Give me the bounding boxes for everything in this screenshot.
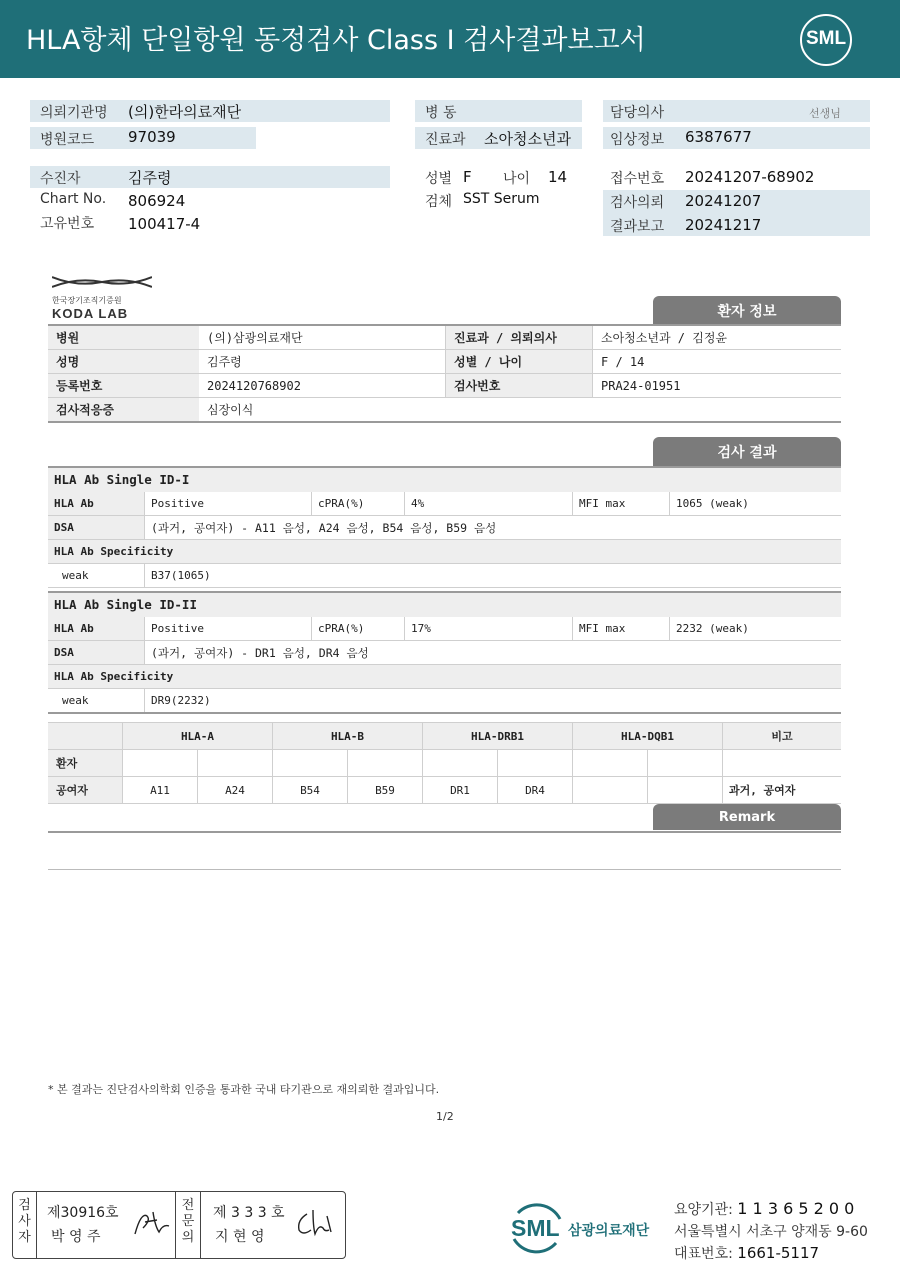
- class2-ab-value: Positive: [145, 617, 312, 641]
- sml-footer-logo-text: SML: [511, 1215, 560, 1241]
- cell-sexage-label: 성별 / 나이: [446, 350, 593, 374]
- report-label: 결과보고: [610, 219, 665, 235]
- institution-label: 의뢰기관명: [40, 105, 108, 121]
- typing-donor-dqb1-2: [648, 777, 723, 804]
- unique-label: 고유번호: [40, 216, 95, 232]
- koda-emblem-icon: [52, 273, 152, 291]
- typing-header-note: 비고: [723, 723, 842, 750]
- sex-label: 성별: [425, 171, 453, 187]
- class2-mfi-value: 2232 (weak): [670, 617, 842, 641]
- dept-label: 진료과: [425, 132, 466, 148]
- clinical-value: 6387677: [685, 128, 752, 146]
- doctor-suffix: 선생님: [809, 107, 841, 120]
- code-label: 요양기관:: [674, 1202, 733, 1218]
- typing-donor-note: 과거, 공여자: [723, 777, 842, 804]
- age-value: 14: [548, 168, 568, 186]
- class2-mfi-label: MFI max: [573, 617, 670, 641]
- class1-section: [48, 466, 841, 588]
- request-label: 검사의뢰: [610, 195, 665, 211]
- cell-hospital-label: 병원: [48, 326, 199, 350]
- specialist-signature-icon: [293, 1206, 337, 1240]
- patient-value: 김주령: [128, 169, 172, 187]
- typing-donor-a2: A24: [198, 777, 273, 804]
- class1-ab-value: Positive: [145, 492, 312, 516]
- cell-dept-label: 진료과 / 의뢰의사: [446, 326, 593, 350]
- cell-indication-label: 검사적응증: [48, 398, 199, 423]
- tab-remark: Remark: [653, 804, 841, 830]
- typing-donor-label: 공여자: [48, 777, 123, 804]
- report-title: HLA항체 단일항원 동정검사 Class I 검사결과보고서: [26, 25, 646, 56]
- class1-cpra-label: cPRA(%): [312, 492, 405, 516]
- cell-reg-label: 등록번호: [48, 374, 199, 398]
- cell-name-value: 김주령: [199, 350, 446, 374]
- class2-ab-label: HLA Ab: [48, 617, 145, 641]
- typing-patient-label: 환자: [48, 750, 123, 777]
- class2-weak-label: weak: [48, 689, 145, 714]
- class1-dsa-label: DSA: [48, 516, 145, 540]
- tab-test-result: 검사 결과: [653, 437, 841, 467]
- class1-title: HLA Ab Single ID-I: [48, 466, 841, 492]
- hla-typing-table: [48, 722, 841, 804]
- org-address: 서울특별시 서초구 양재동 9-60: [674, 1224, 868, 1240]
- class2-dsa-value: (과거, 공여자) - DR1 음성, DR4 음성: [145, 641, 842, 665]
- specialist-label: 전문의: [175, 1192, 201, 1258]
- cell-dept-value: 소아청소년과 / 김정윤: [593, 326, 842, 350]
- typing-header-drb1: HLA-DRB1: [423, 723, 573, 750]
- specimen-value: SST Serum: [463, 191, 540, 207]
- clinical-label: 임상정보: [610, 132, 665, 148]
- cell-testno-label: 검사번호: [446, 374, 593, 398]
- class1-mfi-value: 1065 (weak): [670, 492, 842, 516]
- typing-header-dqb1: HLA-DQB1: [573, 723, 723, 750]
- doctor-label: 담당의사: [610, 105, 665, 121]
- phone-row: [674, 1243, 819, 1263]
- koda-org-en: KODA LAB: [52, 306, 129, 321]
- class1-weak-value: B37(1065): [145, 564, 842, 588]
- receipt-label: 접수번호: [610, 171, 665, 187]
- tester-signature-icon: [131, 1206, 173, 1240]
- ward-label: 병 동: [425, 105, 457, 121]
- page-number: 1/2: [436, 1110, 454, 1123]
- class1-ab-label: HLA Ab: [48, 492, 145, 516]
- institution-value: (의)한라의료재단: [128, 103, 242, 121]
- unique-value: 100417-4: [128, 215, 201, 233]
- class2-dsa-label: DSA: [48, 641, 145, 665]
- cell-name-label: 성명: [48, 350, 199, 374]
- tester-label: 검사자: [13, 1192, 37, 1258]
- typing-donor-b1: B54: [273, 777, 348, 804]
- remark-top-line: [48, 831, 841, 833]
- class2-title: HLA Ab Single ID-II: [48, 591, 841, 617]
- class1-spec-title: HLA Ab Specificity: [48, 540, 841, 564]
- class1-weak-label: weak: [48, 564, 145, 588]
- sml-logo: SML: [800, 14, 852, 66]
- koda-org-kr: 한국장기조직기증원: [52, 296, 122, 305]
- code-value: 1 1 3 6 5 2 0 0: [737, 1199, 855, 1218]
- tester-no: 제30916호: [47, 1205, 119, 1221]
- patient-info-table: [48, 326, 841, 423]
- org-name: 삼광의료재단: [568, 1223, 650, 1239]
- receipt-value: 20241207-68902: [685, 168, 815, 186]
- class2-spec-title: HLA Ab Specificity: [48, 665, 841, 689]
- dept-value: 소아청소년과: [484, 130, 571, 148]
- patient-row: [30, 166, 390, 188]
- typing-donor-b2: B59: [348, 777, 423, 804]
- cell-sexage-value: F / 14: [593, 350, 842, 374]
- tester-name: 박 영 주: [51, 1229, 101, 1245]
- koda-logo: [52, 273, 152, 321]
- cell-reg-value: 2024120768902: [199, 374, 446, 398]
- typing-header-b: HLA-B: [273, 723, 423, 750]
- request-value: 20241207: [685, 192, 762, 210]
- hospital-code-value: 97039: [128, 128, 176, 146]
- specimen-label: 검체: [425, 194, 453, 210]
- cell-hospital-value: (의)삼광의료재단: [199, 326, 446, 350]
- report-value: 20241217: [685, 216, 762, 234]
- class2-section: [48, 591, 841, 714]
- age-label: 나이: [503, 171, 531, 187]
- hospital-code-label: 병원코드: [40, 132, 95, 148]
- typing-donor-a1: A11: [123, 777, 198, 804]
- class1-cpra-value: 4%: [405, 492, 573, 516]
- chart-label: Chart No.: [40, 191, 107, 207]
- specialist-no: 제 3 3 3 호: [213, 1205, 285, 1221]
- class2-cpra-value: 17%: [405, 617, 573, 641]
- patient-label: 수진자: [40, 171, 81, 187]
- code-row: [674, 1199, 854, 1219]
- class2-cpra-label: cPRA(%): [312, 617, 405, 641]
- cell-indication-value: 심장이식: [199, 398, 841, 423]
- signature-box: [12, 1191, 346, 1259]
- typing-donor-dqb1-1: [573, 777, 648, 804]
- phone-label: 대표번호:: [674, 1246, 733, 1262]
- typing-header-a: HLA-A: [123, 723, 273, 750]
- typing-donor-drb1-1: DR1: [423, 777, 498, 804]
- footer-note: * 본 결과는 진단검사의학회 인증을 통과한 국내 타기관으로 재의뢰한 결과입니다.: [48, 1083, 440, 1096]
- sex-value: F: [463, 168, 472, 186]
- class1-mfi-label: MFI max: [573, 492, 670, 516]
- class1-dsa-value: (과거, 공여자) - A11 음성, A24 음성, B54 음성, B59 음성: [145, 516, 842, 540]
- chart-value: 806924: [128, 192, 186, 210]
- remark-bottom-line: [48, 869, 841, 870]
- cell-testno-value: PRA24-01951: [593, 374, 842, 398]
- class2-weak-value: DR9(2232): [145, 689, 842, 714]
- typing-donor-drb1-2: DR4: [498, 777, 573, 804]
- phone-value: 1661-5117: [737, 1244, 820, 1262]
- specialist-name: 지 현 영: [215, 1229, 265, 1245]
- tab-patient-info: 환자 정보: [653, 296, 841, 326]
